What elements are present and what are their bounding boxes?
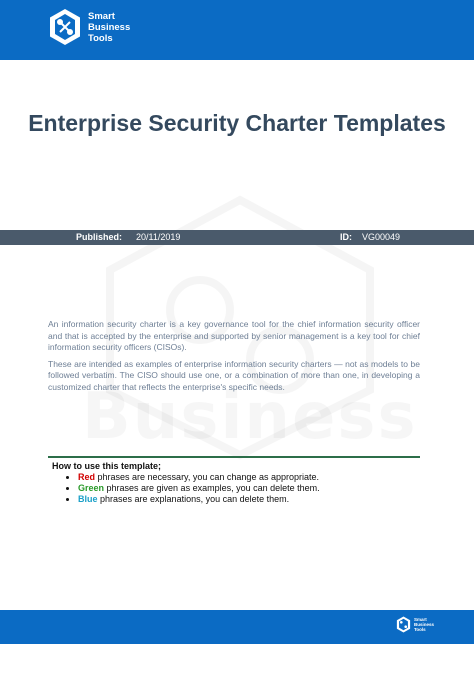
published-date: 20/11/2019 xyxy=(136,232,181,242)
red-keyword: Red xyxy=(78,472,96,482)
smart-business-tools-logo-icon xyxy=(396,616,411,633)
intro-paragraph-2: These are intended as examples of enterprise information security charters — not as models to be followed verbatim. The CISO should use one, or a combination of more than one, in developing a customized charter that reflects the enterprise's specific needs. xyxy=(48,358,420,392)
document-id: VG00049 xyxy=(362,232,401,242)
green-explanation: phrases are given as examples, you can delete them. xyxy=(104,483,320,493)
list-item xyxy=(78,494,420,505)
blue-keyword: Blue xyxy=(78,494,98,504)
how-to-title: How to use this template; xyxy=(52,461,162,471)
footer-logo xyxy=(396,616,434,633)
how-to-list xyxy=(48,472,420,505)
logo-line-2: Business xyxy=(88,21,131,33)
list-item xyxy=(78,472,420,483)
red-explanation: phrases are necessary, you can change as appropriate. xyxy=(95,472,319,482)
green-keyword: Green xyxy=(78,483,105,493)
meta-bar xyxy=(0,230,474,245)
blue-explanation: phrases are explanations, you can delete them. xyxy=(97,494,290,504)
smart-business-tools-logo-icon xyxy=(48,8,82,46)
how-to-box xyxy=(48,456,420,505)
footer-logo-line-3: Tools xyxy=(414,627,426,632)
footer-logo-line-1: Smart xyxy=(414,617,427,622)
published-label: Published: xyxy=(76,232,123,242)
intro-section xyxy=(48,319,420,398)
footer-logo-line-2: Business xyxy=(414,622,435,627)
logo-wordmark xyxy=(88,11,130,44)
logo-line-3: Tools xyxy=(88,32,113,44)
footer-logo-wordmark xyxy=(414,617,434,632)
logo-line-1: Smart xyxy=(88,10,115,22)
intro-paragraph-1: An information security charter is a key governance tool for the chief information security officer and that is accepted by the enterprise and supported by senior management is a key tool for chief information security officers (CISOs). xyxy=(48,319,420,352)
list-item xyxy=(78,483,420,494)
id-label: ID: xyxy=(340,232,352,242)
header-logo xyxy=(48,8,130,46)
document-title: Enterprise Security Charter Templates xyxy=(28,110,446,136)
